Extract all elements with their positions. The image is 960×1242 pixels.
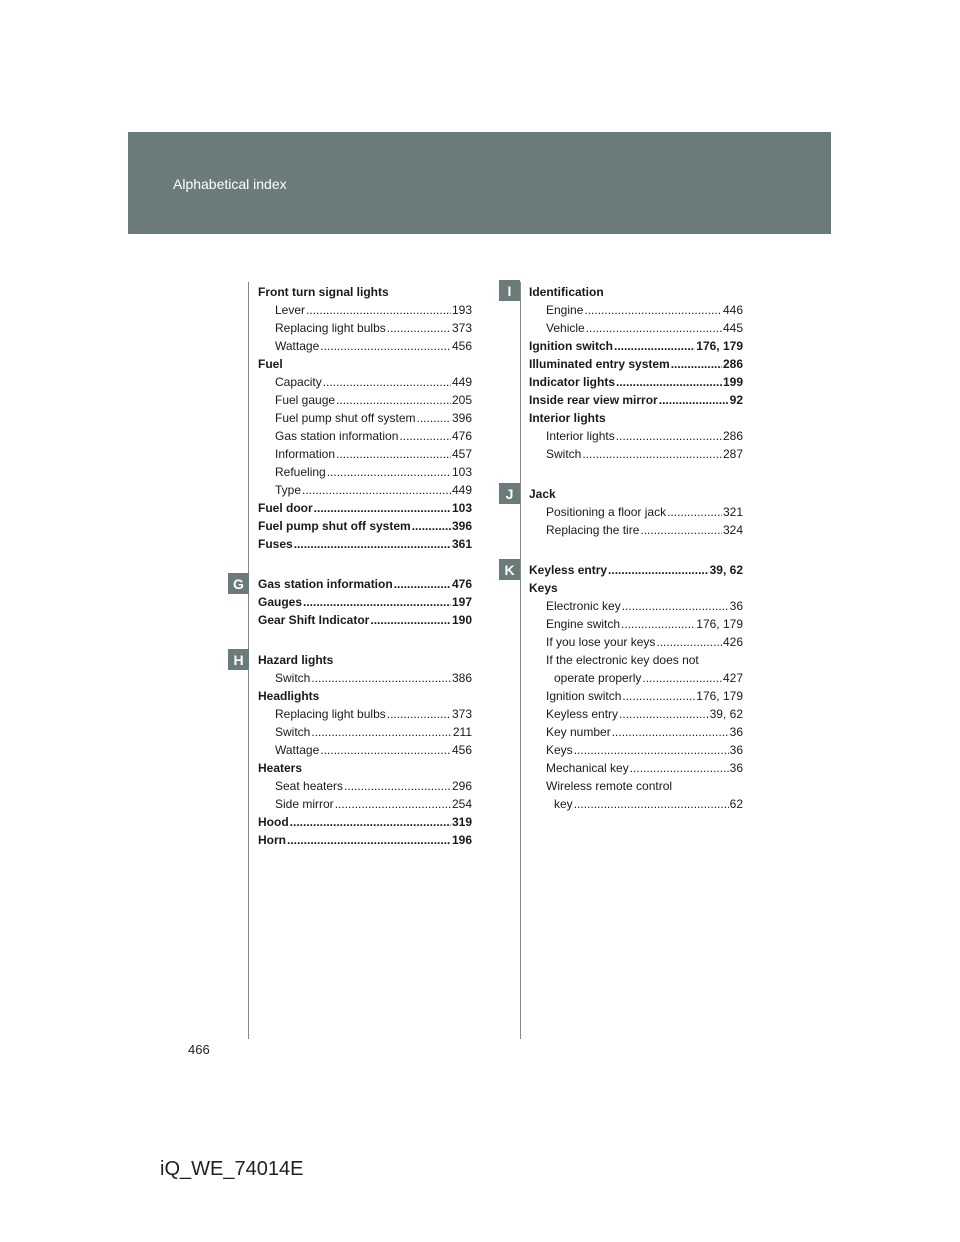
index-entry: Electronic key ..... 36 xyxy=(529,597,743,615)
index-entry: Fuel door ..... 103 xyxy=(258,499,472,517)
document-code: iQ_WE_74014E xyxy=(160,1158,304,1180)
index-entry: Keys ..... 36 xyxy=(529,741,743,759)
index-heading: Headlights xyxy=(258,689,320,703)
index-heading: Interior lights xyxy=(529,411,606,425)
index-entry: Refueling ..... 103 xyxy=(258,463,472,481)
index-entry: Capacity ..... 449 xyxy=(258,373,472,391)
index-entry: Switch ..... 211 xyxy=(258,723,472,741)
index-entry: Wattage ..... 456 xyxy=(258,337,472,355)
index-entry: Ignition switch ..... 176, 179 xyxy=(529,687,743,705)
index-entry: If the electronic key does not xyxy=(546,653,699,667)
index-entry: Inside rear view mirror ..... 92 xyxy=(529,391,743,409)
index-entry: key ..... 62 xyxy=(529,795,743,813)
index-entry: Replacing the tire ..... 324 xyxy=(529,521,743,539)
index-entry: Fuel pump shut off system ..... 396 xyxy=(258,517,472,535)
index-heading: Heaters xyxy=(258,761,303,775)
index-entry: Switch ..... 386 xyxy=(258,669,472,687)
index-entry: Gas station information ..... 476 xyxy=(258,427,472,445)
section-tab-h: H xyxy=(228,649,249,670)
index-entry: Ignition switch ..... 176, 179 xyxy=(529,337,743,355)
index-entry: operate properly ..... 427 xyxy=(529,669,743,687)
index-heading: Keys xyxy=(529,581,558,595)
index-entry: Interior lights ..... 286 xyxy=(529,427,743,445)
index-entry: Indicator lights ..... 199 xyxy=(529,373,743,391)
index-heading: Jack xyxy=(529,487,556,501)
index-entry: Hood ..... 319 xyxy=(258,813,472,831)
index-entry: If you lose your keys ..... 426 xyxy=(529,633,743,651)
index-entry: Horn ..... 196 xyxy=(258,831,472,849)
index-column-left xyxy=(258,283,472,849)
page-number: 466 xyxy=(188,1042,210,1057)
index-entry: Side mirror ..... 254 xyxy=(258,795,472,813)
header-title: Alphabetical index xyxy=(173,176,287,192)
index-entry: Fuses ..... 361 xyxy=(258,535,472,553)
index-entry: Fuel pump shut off system ..... 396 xyxy=(258,409,472,427)
index-entry: Lever ..... 193 xyxy=(258,301,472,319)
index-entry: Replacing light bulbs ..... 373 xyxy=(258,319,472,337)
index-entry: Key number ..... 36 xyxy=(529,723,743,741)
index-entry: Engine ..... 446 xyxy=(529,301,743,319)
index-entry: Information ..... 457 xyxy=(258,445,472,463)
index-entry: Gas station information ..... 476 xyxy=(258,575,472,593)
index-entry: Engine switch ..... 176, 179 xyxy=(529,615,743,633)
index-entry: Switch ..... 287 xyxy=(529,445,743,463)
section-tab-i: I xyxy=(499,280,520,301)
index-entry: Illuminated entry system ..... 286 xyxy=(529,355,743,373)
index-entry: Seat heaters ..... 296 xyxy=(258,777,472,795)
index-entry: Positioning a floor jack ..... 321 xyxy=(529,503,743,521)
center-divider xyxy=(520,282,521,1039)
index-heading: Front turn signal lights xyxy=(258,285,389,299)
index-entry: Vehicle ..... 445 xyxy=(529,319,743,337)
index-entry: Wireless remote control xyxy=(546,779,673,793)
page-header xyxy=(128,132,831,234)
index-entry: Mechanical key ..... 36 xyxy=(529,759,743,777)
index-entry: Keyless entry ..... 39, 62 xyxy=(529,561,743,579)
index-heading: Identification xyxy=(529,285,604,299)
index-entry: Wattage ..... 456 xyxy=(258,741,472,759)
index-heading: Fuel xyxy=(258,357,283,371)
section-tab-j: J xyxy=(499,483,520,504)
index-column-right xyxy=(529,283,743,813)
section-tab-g: G xyxy=(228,573,249,594)
index-entry: Type ..... 449 xyxy=(258,481,472,499)
index-entry: Fuel gauge ..... 205 xyxy=(258,391,472,409)
index-entry: Keyless entry ..... 39, 62 xyxy=(529,705,743,723)
index-heading: Hazard lights xyxy=(258,653,334,667)
index-entry: Replacing light bulbs ..... 373 xyxy=(258,705,472,723)
index-entry: Gauges ..... 197 xyxy=(258,593,472,611)
index-entry: Gear Shift Indicator ..... 190 xyxy=(258,611,472,629)
section-tab-k: K xyxy=(499,559,520,580)
